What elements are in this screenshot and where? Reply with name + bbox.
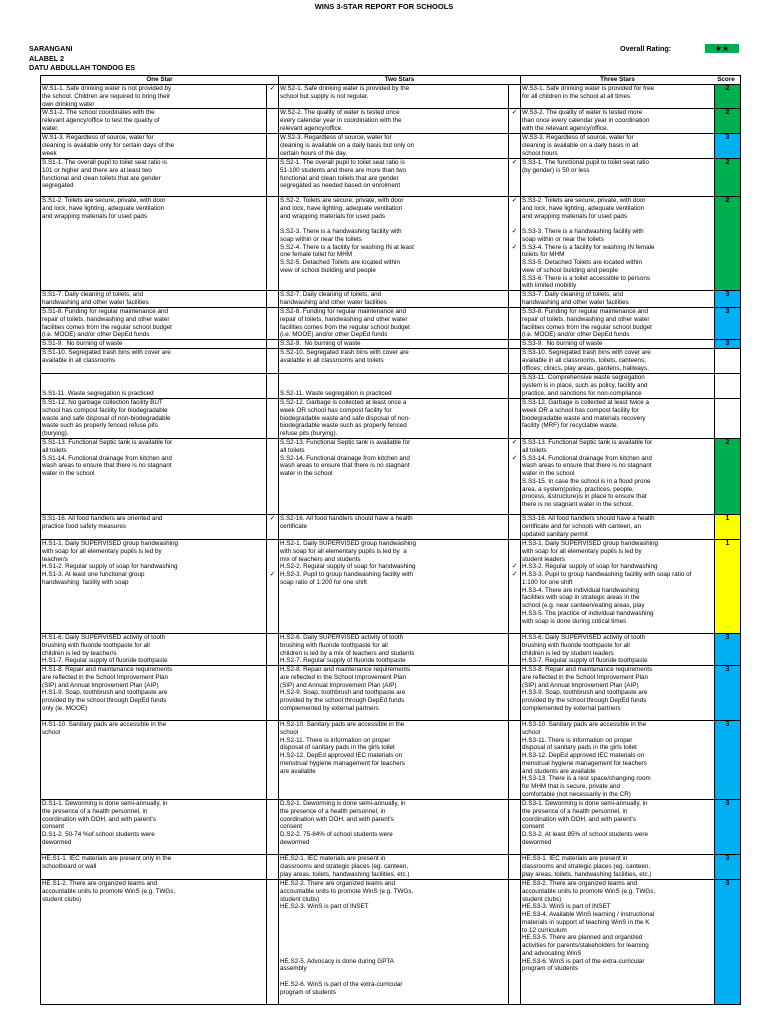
header-two-stars: Two Stars (279, 76, 521, 85)
two-star-check-cell (267, 634, 279, 666)
criterion-text: S.S2-10. Segregated trash bins with cover are available in all classrooms and toilets (280, 349, 409, 364)
criterion-text: 1 (725, 515, 730, 522)
header-one-star: One Star (41, 76, 279, 85)
criterion-text: HE.S1-2. There are organized teams and accountable units to promote WinS (e.g. TWGs, student clubs) (42, 880, 176, 903)
check-mark-icon: ✓ ✓ ✓ (511, 197, 518, 251)
score-cell (715, 800, 741, 855)
score-cell (715, 880, 741, 1005)
criterion-text: W.S1-3. Regardless of source, water for cleaning is available only for certain days of the week (42, 134, 174, 157)
criterion-text: 3 (725, 880, 730, 887)
three-star-cell (521, 880, 715, 1005)
criterion-text: H.S2-10. Sanitary pads are accessible in the school H.S2-11. There is information on proper disposal of sanitary pads in the girls toilet H.S2-12. DepEd approved IEC materials on menstrual hygiene management for teachers are available (280, 721, 405, 775)
two-star-cell (279, 134, 509, 159)
criterion-text: H.S2-1. Daily SUPERVISED group handwashing with soap for all elementary pupils is led by a mix of teachers and students H.S2-2. Regular supply of soap for handwashing H.S2-3. Pupil to group handwashing facility with soap ratio of 1:200 for one shift (280, 540, 417, 586)
one-star-cell (41, 855, 267, 880)
two-star-check-cell (267, 349, 279, 374)
three-star-cell (521, 439, 715, 515)
score-cell (715, 340, 741, 349)
three-star-cell (521, 197, 715, 291)
one-star-cell (41, 540, 267, 634)
criterion-text: HE.S3-1. IEC materials are present in classrooms and strategic places (eg. canteen, play areas, toilets, handwashing facilities, etc.) (522, 855, 652, 878)
criterion-text: S.S1-11. Waste segregation is practiced (42, 389, 154, 397)
three-star-check-cell (509, 159, 521, 197)
criterion-text: S.S3-16. All food handlers should have a health certificate and for schools with canteen, an updated sanitary permit (522, 515, 655, 538)
check-mark-icon (521, 880, 522, 965)
three-star-check-cell (509, 134, 521, 159)
two-star-check-cell (267, 666, 279, 721)
criterion-text: 3 (725, 308, 730, 315)
one-star-cell (41, 159, 267, 197)
school-info (29, 44, 135, 73)
three-star-check-cell (509, 109, 521, 134)
three-star-check-cell (509, 291, 521, 308)
two-star-cell (279, 340, 509, 349)
one-star-cell (41, 399, 267, 439)
header-score: Score (717, 76, 735, 83)
table-row (41, 666, 741, 721)
criterion-text: W.S1-2. The school coordinates with the relevant agency/office to test the quality of water. (42, 109, 160, 132)
criterion-text: 2 (725, 197, 730, 204)
table-row (41, 134, 741, 159)
criterion-text: HE.S2-1. IEC materials are present in classrooms and strategic places (eg. canteen, play areas, toilets, handwashing facilities, etc.) (280, 855, 410, 878)
two-star-cell (279, 291, 509, 308)
two-star-check-cell (267, 721, 279, 800)
criterion-text: 3 (725, 134, 730, 141)
criterion-text: S.S2-16. All food handlers should have a health certificate (280, 515, 413, 530)
criterion-text: S.S3-9. No burning of waste (522, 340, 603, 347)
criterion-text: HE.S2-2. There are organized teams and accountable units to promote WinS (e.g. TWGs, student clubs) HE.S2-3. WinS is part of INSET HE.S2-5. Advocacy is done during GPTA assembly HE.S2-6. WinS is part of the extra-curricular program of students (280, 880, 414, 996)
two-star-check-cell (267, 855, 279, 880)
division-name: SARANGANI (29, 44, 73, 53)
three-star-cell (521, 374, 715, 399)
three-star-cell (521, 134, 715, 159)
criterion-text: 3 (725, 800, 730, 807)
criterion-text: S.S3-12. Garbage is collected at least twice a week OR a school has compost facility for biodegradable waste and materials recovery facility (MRF) for recyclable waste. (522, 399, 650, 430)
one-star-cell (41, 109, 267, 134)
three-star-check-cell (509, 666, 521, 721)
three-star-check-cell (509, 374, 521, 399)
two-star-cell (279, 308, 509, 340)
one-star-cell (41, 308, 267, 340)
criterion-text: S.S1-10. Segregated trash bins with cover are available in all classrooms (42, 349, 171, 364)
criterion-text: S.S2-2. Toilets are secure, private, with door and lock, have lighting, adequate ventilation and wrapping materials for used pads S.S2-3. There is a handwashing facility with soap within or near the toilets S.S2-4. There is a facility for washing IN at least one female toilet for MHM S.S2-5. Detached Toilets are located within view of school building and people (280, 197, 414, 274)
one-star-cell (41, 340, 267, 349)
score-cell (715, 109, 741, 134)
two-star-check-cell (267, 109, 279, 134)
three-star-cell (521, 540, 715, 634)
one-star-cell (41, 134, 267, 159)
score-cell (715, 85, 741, 109)
check-mark-icon: ✓ (269, 515, 276, 522)
one-star-cell (41, 800, 267, 855)
three-star-check-cell (509, 439, 521, 515)
two-star-cell (279, 399, 509, 439)
criterion-text: D.S3-1. Deworming is done semi-annually, in the presence of a health personnel, in coordination with DOH, and with parent's consent D.S3-2. At least 85% of school students were dewormed (522, 800, 649, 846)
criterion-text: 2 (725, 109, 730, 116)
criterion-text: 3 (725, 855, 730, 862)
criterion-text: H.S2-8. Repair and maintenance requirements are reflected in the School Improvement Plan (SIP) and Annual Improvement Plan (AIP) H.S2-9. Soap, toothbrush and toothpaste are provided by the school through DepEd funds complemented by external partners (280, 666, 411, 712)
score-cell (715, 134, 741, 159)
check-mark-icon: ✓ ✓ (511, 563, 518, 578)
table-body (41, 85, 741, 1005)
table-row (41, 399, 741, 439)
criterion-text: H.S3-10. Sanitary pads are accessible in the school H.S3-11. There is information on proper disposal of sanitary pads in the girls toilet H.S3-12. DepEd approved IEC materials on menstrual hygiene management for teachers and students are available H.S3-13. There is a rest space/changing room for MHM that is secure, private and comfortable (not necessarily in the CR) (522, 721, 651, 798)
criterion-text: HE.S3-2. There are organized teams and accountable units to promote WinS (e.g. TWGs, student clubs) HE.S3-3. WinS is part of INSET HE.S3-4. Available WinS learning / instructional materials in support of teaching WinS in the K to 12 curriculum HE.S3-5. There are planned and organized activities for parents/stakeholders for learning and advocating WinS HE.S3-6. WinS is part of the extra-curricular program of students (522, 880, 656, 973)
score-cell (715, 439, 741, 515)
two-star-check-cell (267, 308, 279, 340)
three-star-cell (521, 721, 715, 800)
criterion-text: 3 (725, 291, 730, 298)
table-row (41, 109, 741, 134)
criterion-text: D.S1-1. Deworming is done semi-annually, in the presence of a health personnel, in coordination with DOH, and with parent's consent D.S1-2. 50-74 %of school students were dewormed (42, 800, 168, 846)
three-star-check-cell (509, 800, 521, 855)
one-star-cell (41, 291, 267, 308)
score-cell (715, 159, 741, 197)
two-star-check-cell (267, 291, 279, 308)
two-star-cell (279, 540, 509, 634)
one-star-cell (41, 374, 267, 399)
table-row (41, 85, 741, 109)
check-mark-icon: ✓ ✓ (511, 439, 518, 462)
two-star-cell (279, 800, 509, 855)
check-mark-icon: ✓ (269, 571, 276, 578)
criterion-text: S.S3-7. Daily cleaning of toilets, and handwashing and other water facilities (522, 291, 629, 306)
two-star-check-cell (267, 374, 279, 399)
criterion-text: H.S1-6. Daily SUPERVISED activity of tooth brushing with fluoride toothpaste for all children is led by teacher/s H.S1-7. Regular supply of fluoride toothpaste (42, 634, 168, 665)
header-three-stars (521, 76, 741, 85)
two-star-check-cell (267, 85, 279, 109)
district-name: ALABEL 2 (29, 53, 65, 63)
one-star-cell (41, 880, 267, 1005)
three-star-check-cell (509, 880, 521, 1005)
three-star-cell (521, 800, 715, 855)
table-row (41, 540, 741, 634)
criterion-text: S.S3-8. Funding for regular maintenance and repair of toilets, handwashing and other water facilities comes from the regular school budget (i.e. MOOE) and/or other DepEd funds (522, 308, 652, 339)
two-star-check-cell (267, 540, 279, 634)
score-cell (715, 197, 741, 291)
criterion-text: S.S1-1. The overall pupil to toilet seat ratio is 101 or higher and there are at least two functional and clean toilets that are gender segregated (42, 159, 167, 190)
table-row (41, 721, 741, 800)
criterion-text: S.S3-2. Toilets are secure, private, with door and lock, have lighting, adequate ventilation and wrapping materials for used pads S.S3-3. There is a handwashing facility with soap within or near the toilets S.S3-4. There is a facility for washing IN female toilets for MHM S.S3-5. Detached Toilets are located within view of school building and people S.S3-6. There is a toilet accessible to persons with limited mobility (522, 197, 655, 290)
one-star-cell (41, 515, 267, 540)
table-row (41, 197, 741, 291)
criterion-text: S.S2-9. No burning of waste (280, 340, 361, 347)
table-row (41, 374, 741, 399)
two-star-check-cell (267, 159, 279, 197)
three-star-cell (521, 855, 715, 880)
three-star-check-cell (509, 349, 521, 374)
two-star-check-cell (267, 439, 279, 515)
criterion-text: S.S3-13. Functional Septic tank is available for all toilets S.S3-14. Functional drainage from kitchen and wash areas to ensure that there is no stagnant water in the school S.S3-15. In case the school is in a flood prone area, a system(policy, practices, people, process, &structure)is in place to ensure that there is no stagnant water in the school. (522, 439, 653, 508)
one-star-cell (41, 85, 267, 109)
score-cell (715, 634, 741, 666)
overall-rating-label: Overall Rating: (620, 44, 672, 53)
two-star-cell (279, 439, 509, 515)
three-star-check-cell (509, 399, 521, 439)
criterion-text: W.S3-1. Safe drinking water is provided for free for all children in the school at all times (522, 85, 654, 100)
check-mark-icon: ✓ (511, 159, 518, 166)
criterion-text: 2 (725, 159, 730, 166)
two-star-cell (279, 109, 509, 134)
table-row (41, 308, 741, 340)
three-star-check-cell (509, 515, 521, 540)
table-row (41, 880, 741, 1005)
criterion-text: S.S1-8. Funding for regular maintenance and repair of toilets, handwashing and other water facilities comes from the regular school budget (i.e. MOOE) and/or other DepEd funds (42, 308, 172, 339)
two-star-check-cell (267, 340, 279, 349)
three-star-cell (521, 85, 715, 109)
three-star-check-cell (509, 855, 521, 880)
check-mark-icon: ✓ (511, 109, 518, 116)
three-star-cell (521, 349, 715, 374)
one-star-cell (41, 197, 267, 291)
table-header-row (41, 76, 741, 85)
three-star-cell (521, 515, 715, 540)
criterion-text: H.S1-8. Repair and maintenance requirements are reflected in the School Improvement Plan (SIP) and Annual Improvement Plan (AIP) H.S1-9. Soap, toothbrush and toothpaste are provided by the school through DepEd funds only (ie. MOOE) (42, 666, 173, 712)
three-star-cell (521, 666, 715, 721)
criterion-text: HE.S1-1. IEC materials are present only in the schoolboard or wall (42, 855, 172, 870)
table-row (41, 634, 741, 666)
three-star-check-cell (509, 197, 521, 291)
two-star-cell (279, 880, 509, 1005)
criterion-text: 2 (725, 439, 730, 446)
two-star-cell (279, 85, 509, 109)
three-star-cell (521, 340, 715, 349)
wins-report-table (40, 75, 741, 1005)
criterion-text: S.S3-10. Segregated trash bins with cover are available in all classrooms, toilets, canteens, offices, clinics, play areas, gardens, hallways, (522, 349, 651, 372)
criterion-text: H.S1-10. Sanitary pads are accessible in the school (42, 721, 167, 736)
table-row (41, 439, 741, 515)
check-mark-icon: ✓ (269, 85, 276, 92)
criterion-text: S.S1-9. No burning of waste (42, 340, 123, 347)
two-star-cell (279, 721, 509, 800)
criterion-text: S.S3-1. The functional pupil to toilet seat ratio (by gender) is 50 or less (522, 159, 649, 174)
score-cell (715, 721, 741, 800)
table-row (41, 340, 741, 349)
three-star-check-cell (509, 340, 521, 349)
criterion-text: S.S1-7. Daily cleaning of toilets, and handwashing and other water facilities (42, 291, 149, 306)
two-star-check-cell (267, 399, 279, 439)
criterion-text: H.S2-6. Daily SUPERVISED activity of tooth brushing with fluoride toothpaste for all children is led by a mix of teachers and students H.S2-7. Regular supply of fluoride toothpaste (280, 634, 415, 665)
table-row (41, 159, 741, 197)
one-star-cell (41, 666, 267, 721)
criterion-text: S.S2-1. The overall pupil to toilet seat ratio is 51-100 students and there are more than two functional and clean toilets that are gender segregated as needed based on enrolment (280, 159, 407, 190)
criterion-text: S.S2-13. Functional Septic tank is available for all toilets S.S2-14. Functional drainage from kitchen and wash areas to ensure that there is no stagnant water in the school (280, 439, 411, 477)
two-star-cell (279, 634, 509, 666)
score-cell (715, 308, 741, 340)
one-star-cell (41, 349, 267, 374)
score-cell (715, 291, 741, 308)
criterion-text: W.S3-2. The quality of water is tested more than once every calendar year in coordination with the relevant agency/office. (522, 109, 650, 132)
criterion-text: S.S2-12. Garbage is collected at least once a week OR school has compost facility for biodegradable waste and safe disposal of non- biodegradable waste such as properly fenced refuse pits (burying). (280, 399, 411, 437)
score-cell (715, 374, 741, 399)
table-row (41, 800, 741, 855)
two-star-cell (279, 197, 509, 291)
one-star-cell (41, 439, 267, 515)
two-star-check-cell (267, 515, 279, 540)
criterion-text: S.S1-12. No garbage collection facility BUT school has compost facility for biodegradable waste and safe disposal of non-biodegradable waste such as properly fenced refuse pits (burying). (42, 399, 171, 437)
criterion-text: H.S3-1. Daily SUPERVISED group handwashing with soap for all elementary pupils is led by student leaders H.S3-2. Regular supply of soap for handwashing H.S3-3. Pupil to group handwashing facility with soap ratio of 1:100 for one shift H.S3-4. There are individual handwashing facilities with soap in strategic areas in the school (e.g. near canteen/eating areas, play H.S3-5. The practice of individual handwashing with soap is done during critical times (522, 540, 692, 625)
table-row (41, 515, 741, 540)
score-cell (715, 666, 741, 721)
three-star-check-cell (509, 85, 521, 109)
criterion-text: 1 (725, 540, 730, 547)
overall-rating-stars: ★★ (705, 44, 739, 53)
three-star-cell (521, 291, 715, 308)
two-star-check-cell (267, 880, 279, 1005)
criterion-text: 3 (725, 340, 730, 347)
table-row (41, 349, 741, 374)
criterion-text: 3 (725, 721, 730, 728)
school-name: DATU ABDULLAH TONDOG ES (29, 63, 136, 72)
two-star-cell (279, 159, 509, 197)
two-star-cell (279, 855, 509, 880)
criterion-text: S.S2-7. Daily cleaning of toilets, and handwashing and other water facilities (280, 291, 387, 306)
score-cell (715, 515, 741, 540)
criterion-text: W.S1-1. Safe drinking water is not provided by the school. Children are required to bring their own drinking water (42, 85, 172, 108)
criterion-text: 3 (725, 634, 730, 641)
score-cell (715, 349, 741, 374)
two-star-check-cell (267, 800, 279, 855)
criterion-text: S.S1-13. Functional Septic tank is available for all toilets S.S1-14. Functional drainage from kitchen and wash areas to ensure that there is no stagnant water in the school (42, 439, 173, 477)
table-row (41, 291, 741, 308)
criterion-text: S.S2-8. Funding for regular maintenance and repair of toilets, handwashing and other water facilities comes from the regular school budget (i.e. MOOE) and/or other DepEd funds (280, 308, 410, 339)
report-title: WINS 3-STAR REPORT FOR SCHOOLS (314, 2, 454, 11)
criterion-text: W.S2-3. Regardless of source, water for cleaning is available on a daily basis but only on certain hours of the day. (280, 134, 415, 157)
three-star-cell (521, 159, 715, 197)
score-cell (715, 540, 741, 634)
criterion-text: S.S1-2. Toilets are secure, private, with door and lock, have lighting, adequate ventilation and wrapping materials for used pads (42, 197, 166, 220)
criterion-text: W.S3-3. Regardless of source, water for cleaning is available on a daily basis in all school hours (522, 134, 639, 157)
three-star-check-cell (509, 721, 521, 800)
criterion-text: 2 (725, 85, 730, 92)
three-star-cell (521, 308, 715, 340)
criterion-text: W.S2-1. Safe drinking water is provided by the school but supply is not regular. (280, 85, 410, 100)
two-star-cell (279, 374, 509, 399)
two-star-check-cell (267, 134, 279, 159)
criterion-text: H.S3-6. Daily SUPERVISED activity of tooth brushing with fluoride toothpaste for all children is led by student leaders H.S3-7. Regular supply of fluoride toothpaste (522, 634, 648, 665)
three-star-cell (521, 399, 715, 439)
two-star-cell (279, 349, 509, 374)
three-star-cell (521, 634, 715, 666)
two-star-cell (279, 515, 509, 540)
criterion-text: D.S2-1. Deworming is done semi-annually, in the presence of a health personnel, in coordination with DOH, and with parent's consent D.S2-2. 75-84% of school students were dewormed (280, 800, 406, 846)
three-star-check-cell (509, 540, 521, 634)
three-star-cell (521, 109, 715, 134)
table-row (41, 855, 741, 880)
criterion-text: S.S3-11. Comprehensive waste segregation system is in place, such as policy, facility and practice, and sanctions for non-compliance (522, 374, 648, 397)
criterion-text: S.S2-11. Waste segregation is practiced (280, 389, 392, 397)
criterion-text: 3 (725, 666, 730, 673)
three-star-check-cell (509, 308, 521, 340)
criterion-text: S.S1-16. All food handlers are oriented and practice food safety measures (42, 515, 163, 530)
two-star-check-cell (267, 197, 279, 291)
one-star-cell (41, 721, 267, 800)
score-cell (715, 855, 741, 880)
criterion-text: H.S3-8. Repair and maintenance requirements are reflected in the School Improvement Plan (SIP) and Annual Improvement Plan (AIP) H.S3-9. Soap, toothbrush and toothpaste are provided by the school through DepEd funds complemented by external partners (522, 666, 653, 712)
one-star-cell (41, 634, 267, 666)
three-star-check-cell (509, 634, 521, 666)
criterion-text: H.S1-1. Daily SUPERVISED group handwashing with soap for all elementary pupils is led by teacher/s H.S1-2. Regular supply of soap for handwashing H.S1-3. At least one functional group handwashing facility with soap (42, 540, 179, 586)
two-star-cell (279, 666, 509, 721)
score-cell (715, 399, 741, 439)
header-three-stars-label: Three Stars (600, 76, 635, 83)
criterion-text: W.S2-2. The quality of water is tested once every calendar year in coordination with the relevant agency/office. (280, 109, 402, 132)
